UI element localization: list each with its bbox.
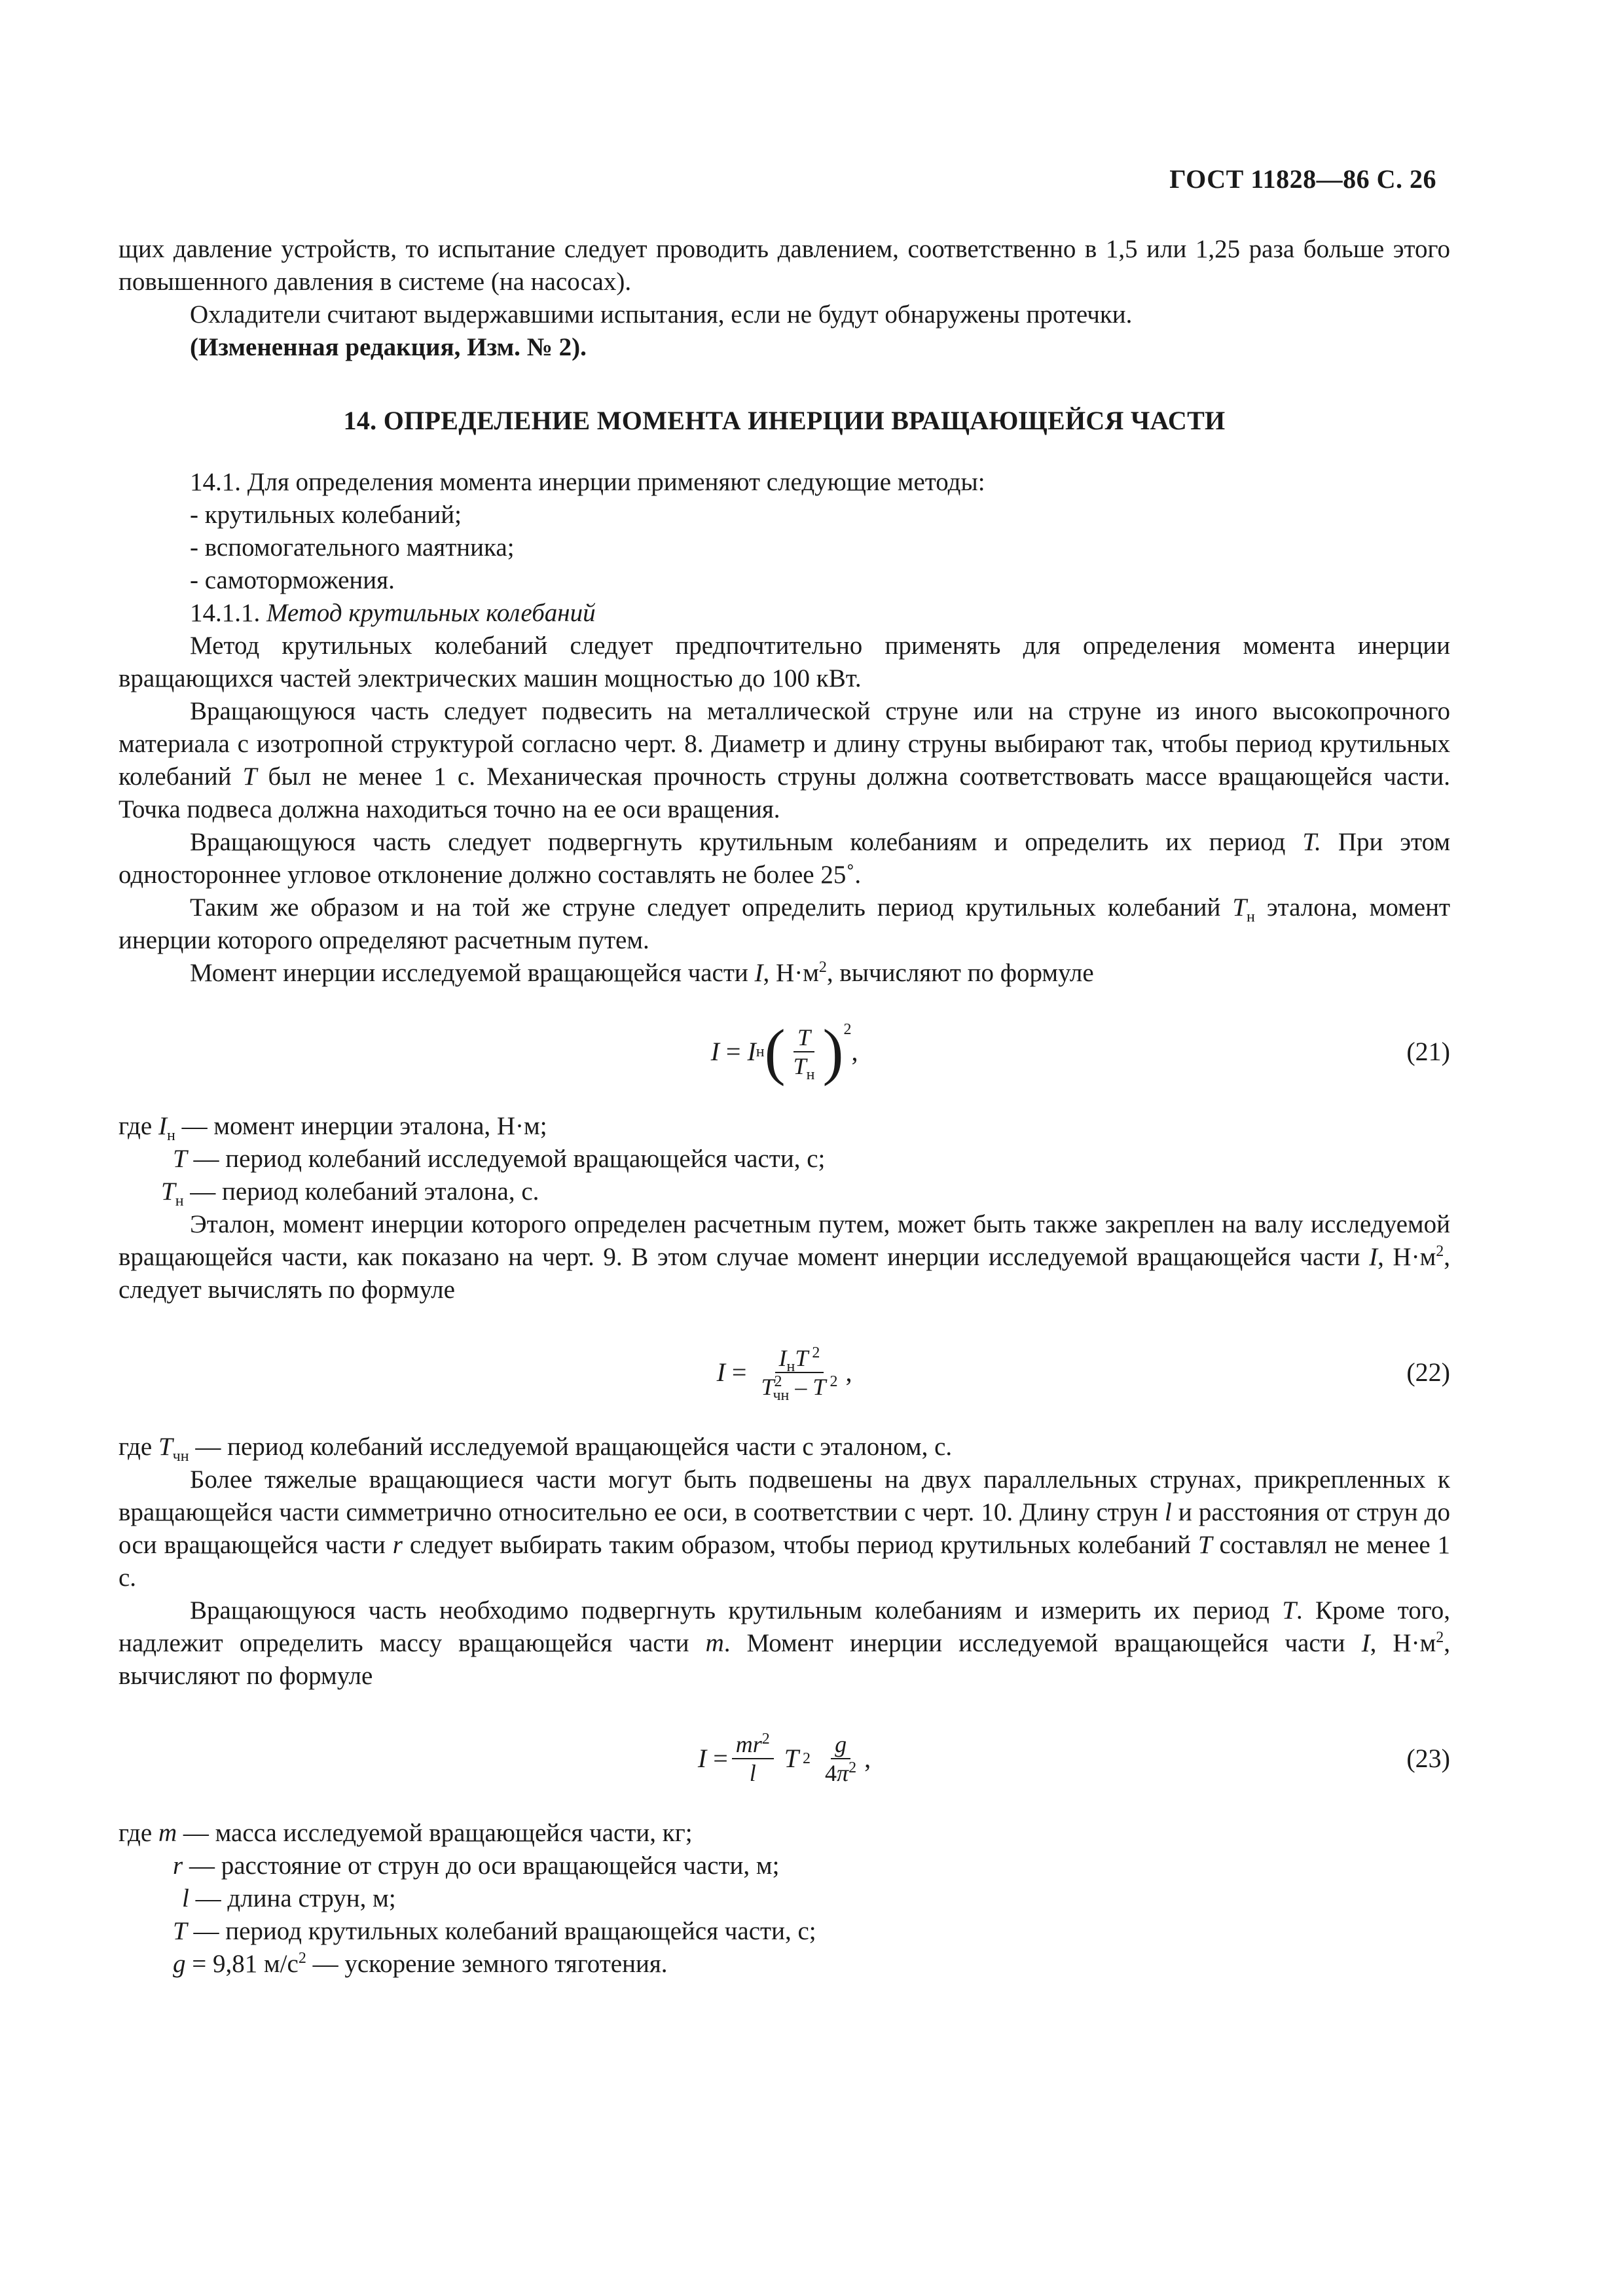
definition-item: r — расстояние от струн до оси вращающейся части, м; [173,1852,780,1880]
definitions-23 [119,1817,1450,1981]
formula-21 [119,1003,1450,1101]
clause-number: 14.1.1. [190,599,261,627]
method-item: - самоторможения. [190,566,395,594]
definitions-22 [119,1431,1450,1463]
definition-item: $T_н$ — период колебаний эталона, с. [161,1177,539,1210]
definition-item: l — длина струн, м; [182,1884,396,1912]
paragraph-oscillation: Вращающуюся часть следует подвергнуть крутильным колебаниям и определить их период T. При этом одностороннее угловое отклонение должно составлять не более 25˚. [119,828,1451,889]
definition-item: где m — масса исследуемой вращающейся части, кг; [119,1819,693,1847]
definitions-21 [119,1110,1450,1208]
formula-21-expression: I = I н ( $\frac{T}{T_н}$ ) $^2$ , [710,1016,858,1086]
formula-23 [119,1710,1450,1808]
paragraph-method: Метод крутильных колебаний следует предпочтительно применять для определения момента инерции вращающихся частей электрических машин мощностью до 100 кВт. [119,632,1450,692]
paragraph-14-1: 14.1. Для определения момента инерции применяют следующие методы: [190,468,985,496]
section-title: 14. ОПРЕДЕЛЕНИЕ МОМЕНТА ИНЕРЦИИ ВРАЩАЮЩЕЙСЯ ЧАСТИ [343,406,1226,435]
method-item: - крутильных колебаний; [190,501,462,529]
paragraph-14-1-1 [119,597,1450,630]
paragraph-moment: Момент инерции исследуемой вращающейся части I, $Н\cdot м^2$, вычисляют по формуле [190,959,1094,987]
formula-number: (21) [1406,1037,1450,1066]
paragraph-coolers: Охладители считают выдержавшими испытания, если не будут обнаружены протечки. [190,300,1133,329]
definition-item: где $I_н$ — момент инерции эталона, Н·м; [119,1112,547,1144]
paragraph-etalon-shaft: Эталон, момент инерции которого определен расчетным путем, может быть также закреплен на валу исследуемой вращающейся части, как показано на черт. 9. В этом случае момент инерции исследуемой вращающейся части I, $Н\cdot м^2$, следует вычислять по формуле [119,1210,1450,1304]
amendment-note: (Измененная редакция, Изм. № 2). [190,333,587,361]
formula-number: (22) [1406,1357,1450,1387]
formula-number: (23) [1406,1744,1450,1773]
definition-item: где $T_{чн}$ — период колебаний исследуемой вращающейся части с эталоном, с. [119,1433,953,1465]
paragraph-heavy-parts: Более тяжелые вращающиеся части могут быть подвешены на двух параллельных струнах, прикрепленных к вращающейся части симметрично относительно ее оси, в соответствии с черт. 10. Длину струн l и расстояния от струн до оси вращающейся части r следует выбирать таким образом, чтобы период крутильных колебаний T составлял не менее 1 с. [119,1465,1451,1592]
document-body [119,233,1450,1981]
page-header: ГОСТ 11828—86 С. 26 [1169,164,1436,194]
paragraph-continuation: щих давление устройств, то испытание следует проводить давлением, соответственно в 1,5 или 1,25 раза больше этого повышенного давления в системе (на насосах). [119,235,1450,296]
definition-item: T — период крутильных колебаний вращающейся части, с; [173,1917,816,1945]
paragraph-suspension: Вращающуюся часть следует подвесить на металлической струне или на струне из иного высокопрочного материала с изотропной структурой согласно черт. 8. Диаметр и длину струны выбирают так, чтобы период крутильных колебаний T был не менее 1 с. Механическая прочность струны должна соответствовать массе вращающейся части. Точка подвеса должна находиться точно на ее оси вращения. [119,697,1450,823]
paragraph-etalon-period: Таким же образом и на той же струне следует определить период крутильных колебаний $T_н$ эталона, момент инерции которого определяют расчетным путем. [119,893,1450,954]
formula-22 [119,1323,1450,1422]
formula-23-expression: I = $\frac{mr^2}{l}$ T 2 $\frac{g}{4\pi^2}$ , [697,1731,871,1786]
definition-item: g = 9,81 $м/с^2$ — ускорение земного тяготения. [173,1950,668,1978]
definition-item: T — период колебаний исследуемой вращающейся части, с; [173,1145,826,1173]
method-item: - вспомогательного маятника; [190,533,515,562]
clause-title: Метод крутильных колебаний [266,599,596,627]
paragraph-measure: Вращающуюся часть необходимо подвергнуть крутильным колебаниям и измерить их период T. Кроме того, надлежит определить массу вращающейся части m. Момент инерции исследуемой вращающейся части I, $Н\cdot м^2$, вычисляют по формуле [119,1596,1450,1690]
formula-22-expression: I = $\frac{I_нT ^2}{T^2_{чн} - T ^2}$ , [716,1344,852,1405]
